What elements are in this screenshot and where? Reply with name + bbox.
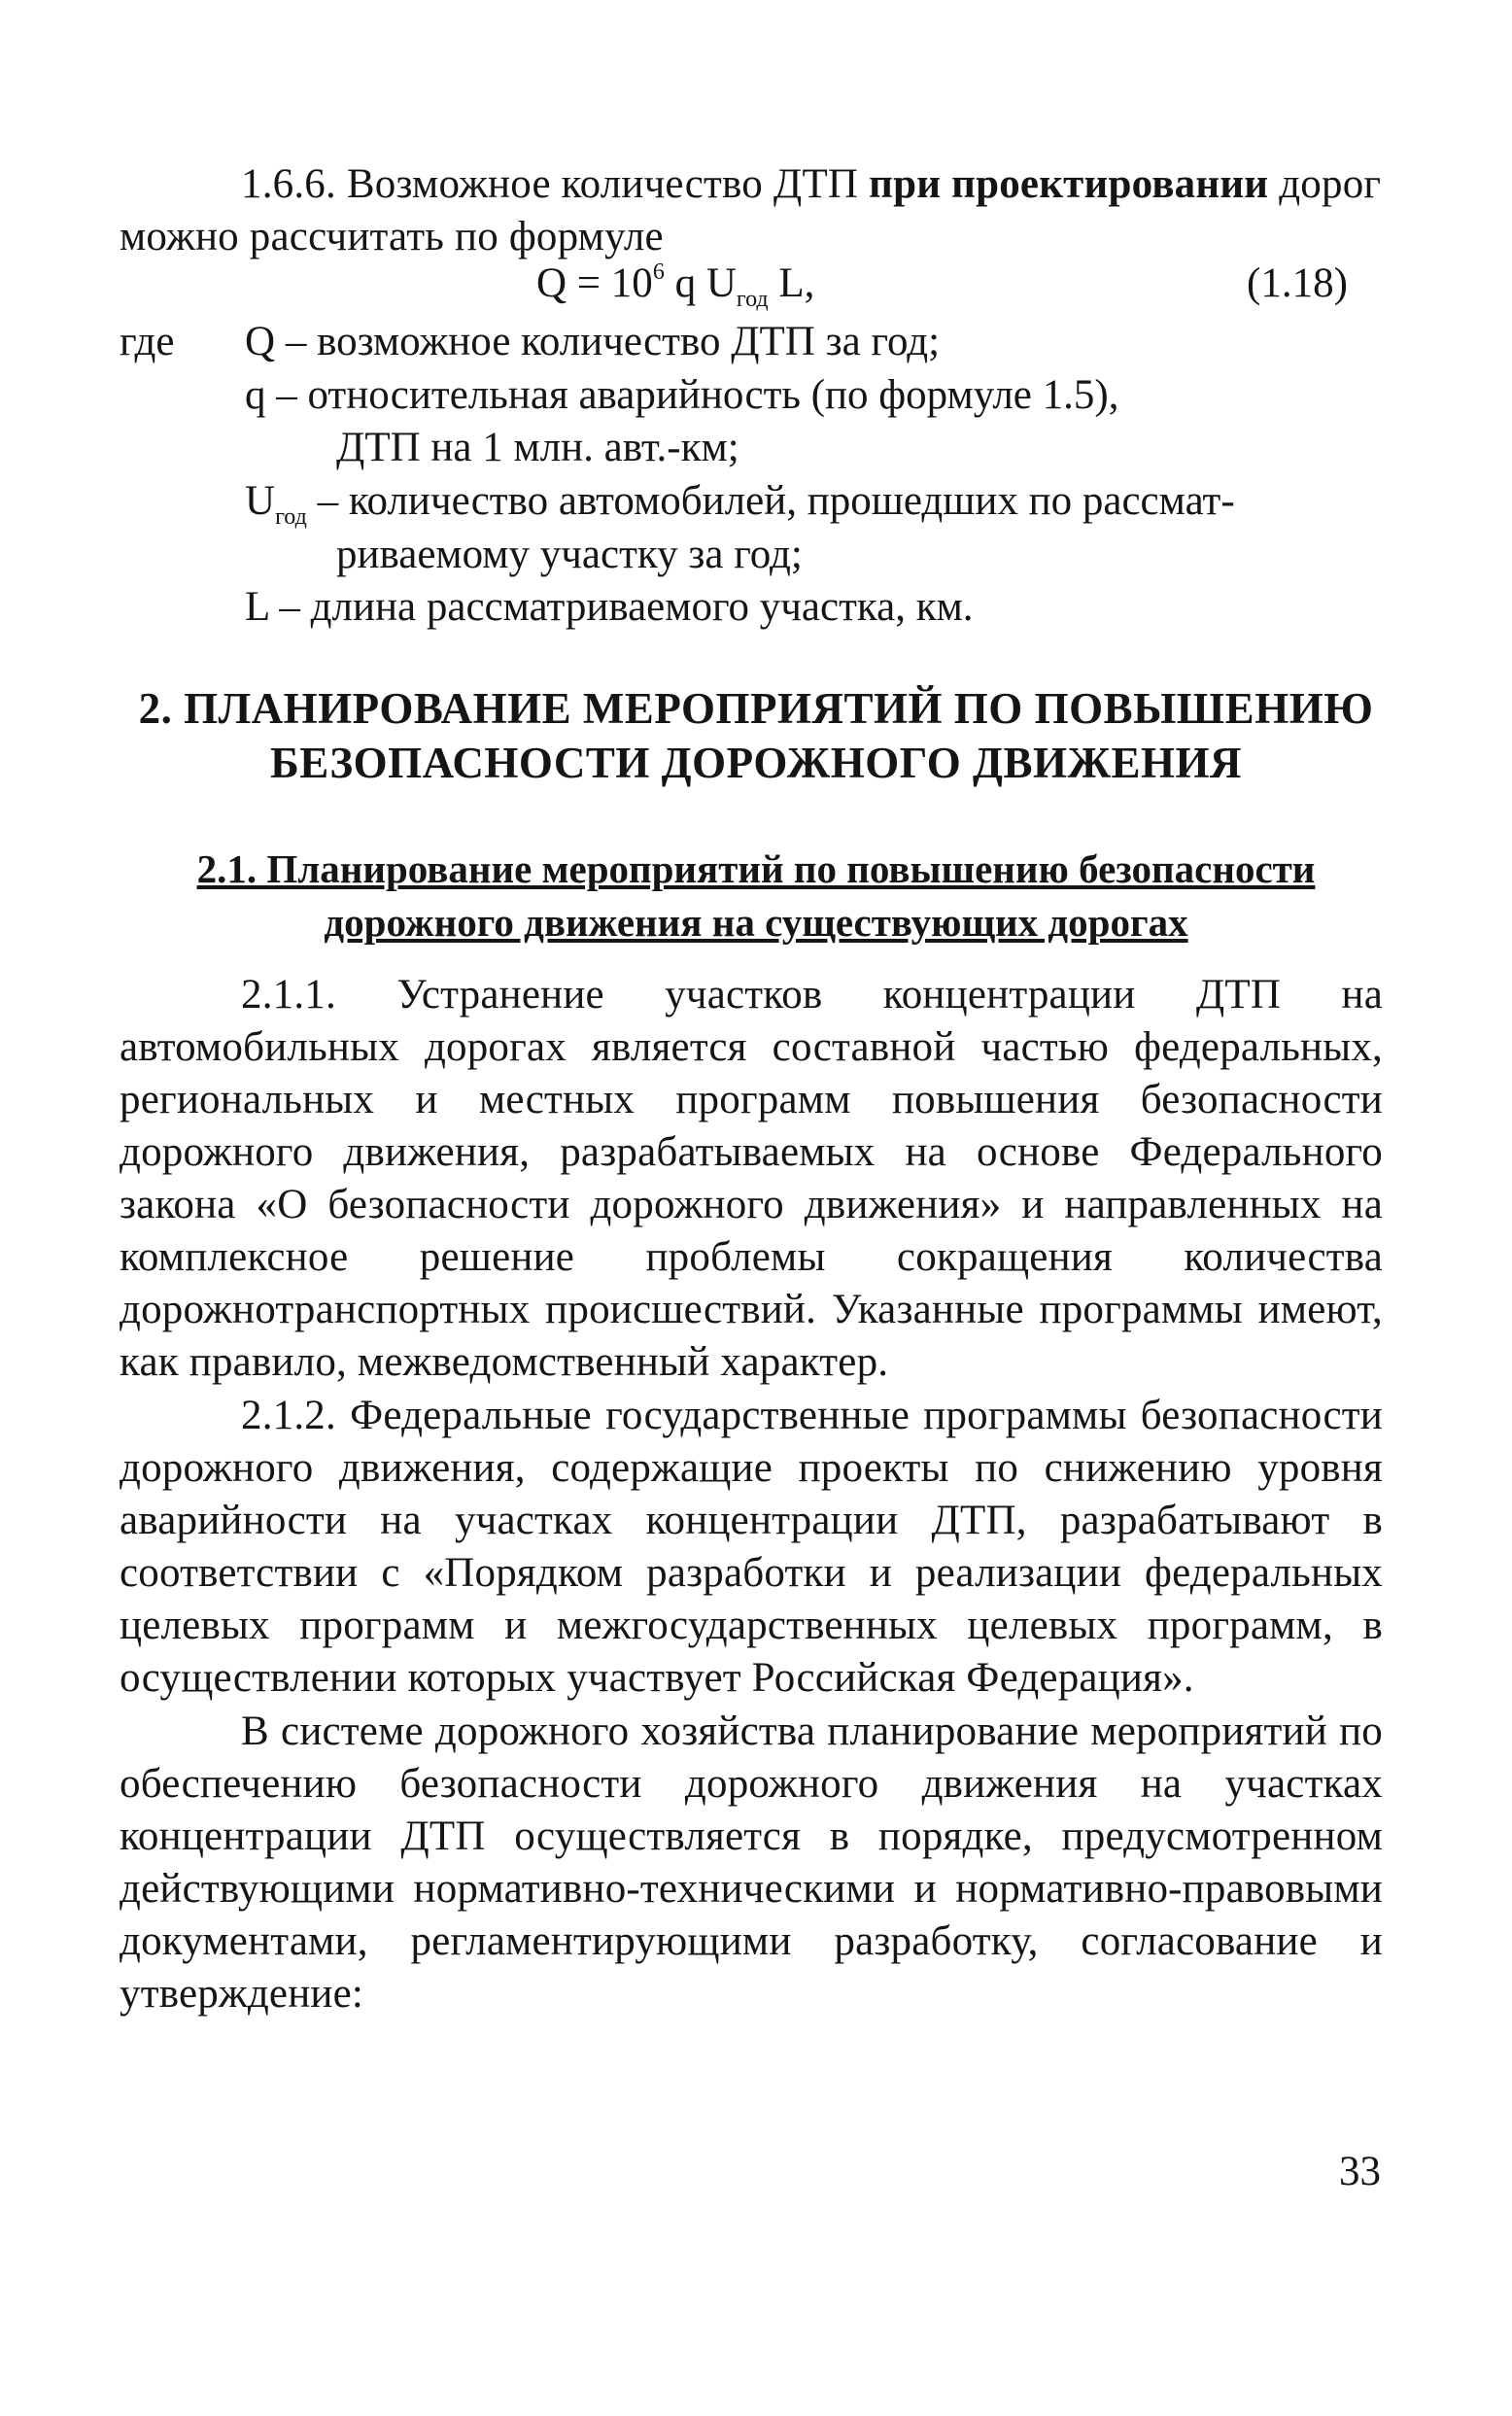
definition: – возможное количество ДТП за год; — [275, 319, 941, 364]
definition: – относительная аварийность (по формуле 1.5), — [265, 372, 1119, 418]
symbol-subscript: год — [275, 504, 307, 530]
page-number: 33 — [1339, 2149, 1381, 2194]
symbol: U — [245, 478, 276, 524]
definition: – длина рассматриваемого участка, км. — [268, 584, 974, 630]
formula — [536, 259, 814, 313]
formula-mid: q U — [664, 260, 737, 306]
paragraph-2-1-1 — [120, 969, 1383, 1389]
section-heading-line2: БЕЗОПАСНОСТИ ДОРОЖНОГО ДВИЖЕНИЯ — [270, 739, 1242, 787]
where-label: где — [120, 319, 175, 364]
formula-number: (1.18) — [1247, 260, 1348, 306]
paragraph-planning — [120, 1706, 1383, 2020]
formula-lhs: Q = 10 — [536, 260, 653, 306]
formula-exponent: 6 — [652, 259, 665, 285]
text-run: 1.6.6. Возможное количество ДТП — [241, 161, 870, 207]
symbol: L — [245, 584, 269, 630]
symbol: Q — [245, 319, 276, 364]
subsection-heading-line2: дорожного движения на существующих дорогах — [324, 900, 1188, 945]
paragraph-text: В системе дорожного хозяйства планирование мероприятий по обеспечению безопасности дорожного движения на участках концентрации ДТП осуществляется в порядке, предусмотренном действующими нормативно-техническими и нормативно-правовыми документами, регламентирующими разработку, согласование и утверждение: — [120, 1708, 1383, 2017]
where-item-continuation: ДТП на 1 млн. авт.-км; — [336, 425, 739, 470]
bold-text: при проектировании — [869, 161, 1269, 207]
subsection-heading-line1: 2.1. Планирование мероприятий по повышению безопасности — [196, 846, 1316, 891]
where-item-continuation: риваемому участку за год; — [336, 532, 803, 577]
text-run: дорог — [1268, 161, 1382, 207]
symbol: q — [245, 372, 266, 418]
where-item — [245, 581, 974, 634]
formula-end: L, — [768, 260, 815, 306]
paragraph-text: 2.1.2. Федеральные государственные программы безопасности дорожного движения, содержащие проекты по снижению уровня аварийности на участках концентрации ДТП, разрабатывают в соответствии с «Порядком разработки и реализации федеральных целевых программ и межгосударственных целевых программ, в осуществлении которых участвует Российская Федерация». — [120, 1393, 1383, 1701]
formula-subscript: год — [736, 287, 769, 312]
definition: – количество автомобилей, прошедших по рассмат- — [306, 478, 1235, 524]
where-item — [245, 316, 940, 368]
where-item — [245, 369, 1118, 422]
section-1-6-6-line1 — [241, 158, 1381, 211]
paragraph-text: 2.1.1. Устранение участков концентрации ДТП на автомобильных дорогах является составной частью федеральных, региональных и местных программ повышения безопасности дорожного движения, разрабатываемых на основе Федерального закона «О безопасности дорожного движения» и направленных на комплексное решение проблемы сокращения количества дорожнотранспортных происшествий. Указанные программы имеют, как правило, межведомственный характер. — [120, 972, 1383, 1385]
paragraph-2-1-2 — [120, 1390, 1383, 1705]
section-1-6-6-line2: можно рассчитать по формуле — [120, 214, 664, 259]
section-heading-line1: 2. ПЛАНИРОВАНИЕ МЕРОПРИЯТИЙ ПО ПОВЫШЕНИЮ — [138, 684, 1374, 733]
